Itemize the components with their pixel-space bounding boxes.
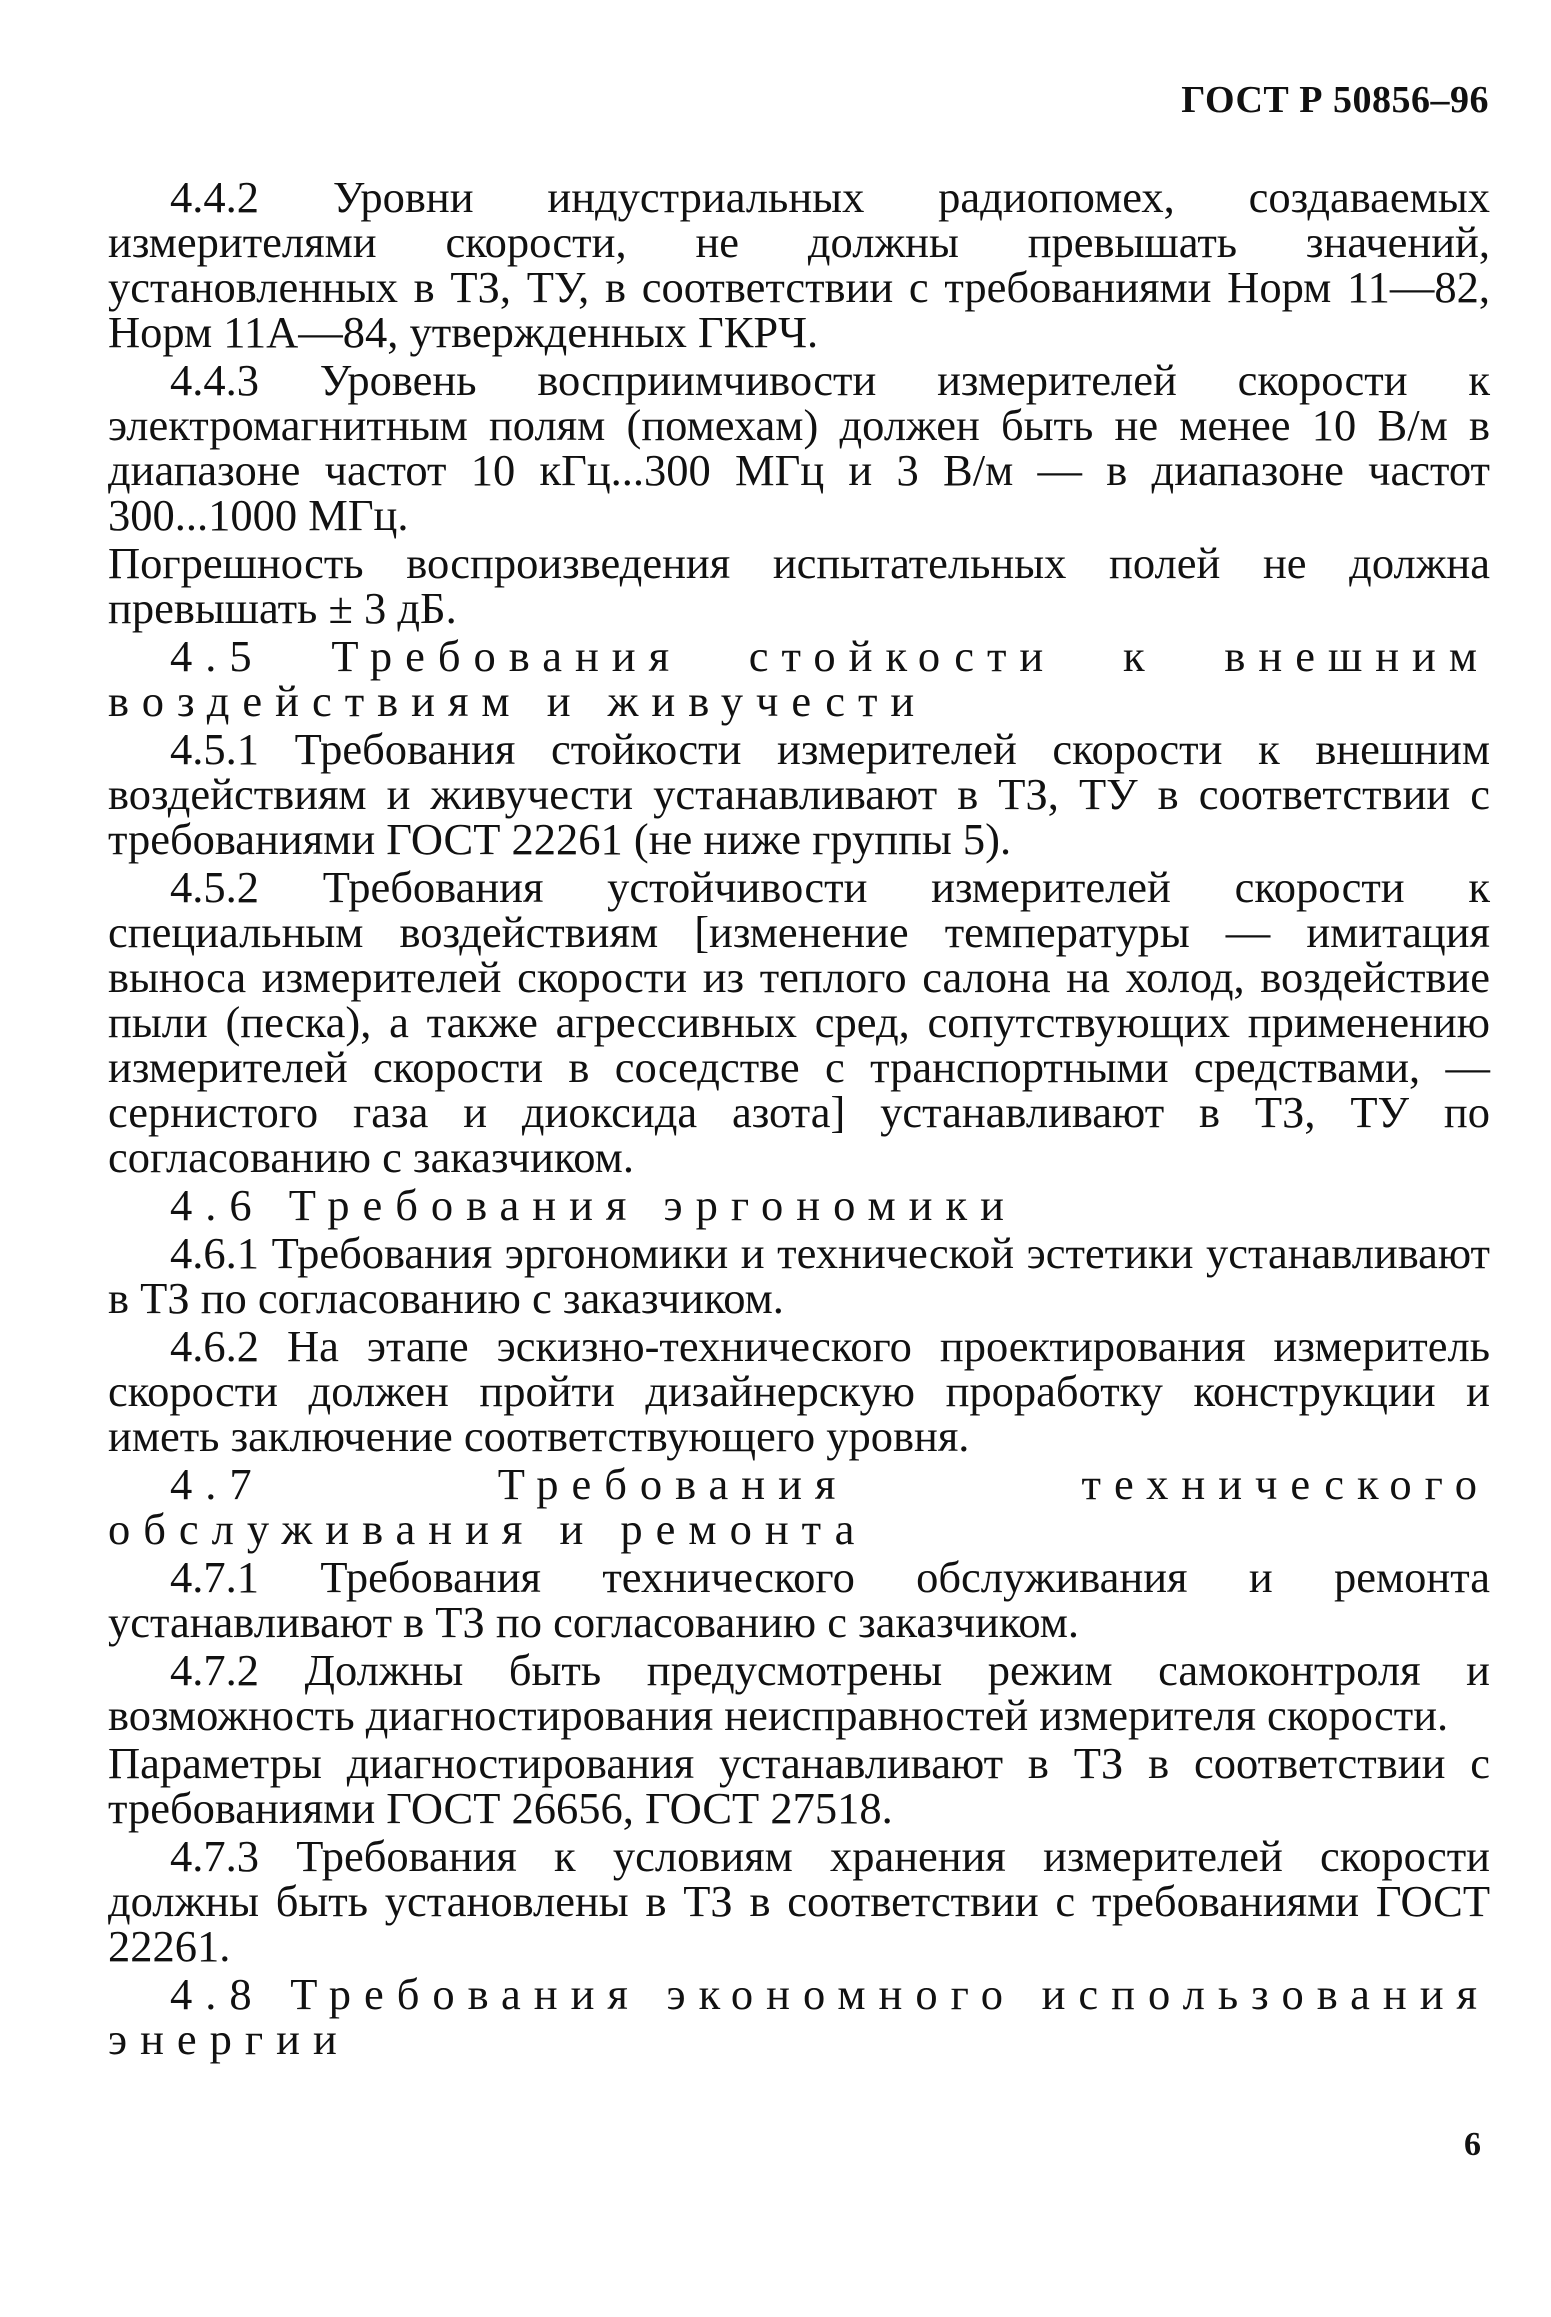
paragraph-4-5-2: 4.5.2 Требования устойчивости измерителей скорости к специальным воздействиям [изменение температуры — имитация выноса измерителей скорости из теплого салона на холод, воздействие пыли (песка), а также агрессивных сред, сопутствующих применению измерителей скорости в соседстве с транспортными средствами, — сернистого газа и диоксида азота] устанавливают в ТЗ, ТУ по согласованию с заказчиком. — [108, 862, 1490, 1182]
paragraph-4-4-3-error: Погрешность воспроизведения испытательных полей не должна превышать ± 3 дБ. — [108, 538, 1490, 633]
paragraph-4-5-1: 4.5.1 Требования стойкости измерителей скорости к внешним воздействиям и живучести устанавливают в ТЗ, ТУ в соответствии с требованиями ГОСТ 22261 (не ниже группы 5). — [108, 724, 1490, 864]
paragraph-4-7-2: 4.7.2 Должны быть предусмотрены режим самоконтроля и возможность диагностирования неисправностей измерителя скорости. — [108, 1645, 1490, 1740]
body-text — [108, 172, 1490, 2065]
heading-4-6: 4.6 Требования эргономики — [170, 1180, 1017, 1230]
paragraph-4-6-1: 4.6.1 Требования эргономики и технической эстетики устанавливают в ТЗ по согласованию с заказчиком. — [108, 1228, 1490, 1323]
heading-4-8: 4.8 Требования экономного использования энергии — [108, 1969, 1490, 2064]
paragraph-4-6-2: 4.6.2 На этапе эскизно-технического проектирования измеритель скорости должен пройти дизайнерскую проработку конструкции и иметь заключение соответствующего уровня. — [108, 1321, 1490, 1461]
page-number: 6 — [1464, 2126, 1481, 2163]
heading-4-7: 4.7 Требования технического обслуживания и ремонта — [108, 1459, 1490, 1554]
paragraph-4-7-1: 4.7.1 Требования технического обслуживания и ремонта устанавливают в ТЗ по согласованию с заказчиком. — [108, 1552, 1490, 1647]
paragraph-4-7-2-params: Параметры диагностирования устанавливают в ТЗ в соответствии с требованиями ГОСТ 26656, ГОСТ 27518. — [108, 1738, 1490, 1833]
paragraph-4-7-3: 4.7.3 Требования к условиям хранения измерителей скорости должны быть установлены в ТЗ в соответствии с требованиями ГОСТ 22261. — [108, 1831, 1490, 1971]
paragraph-4-4-3: 4.4.3 Уровень восприимчивости измерителей скорости к электромагнитным полям (помехам) должен быть не менее 10 В/м в диапазоне частот 10 кГц...300 МГц и 3 В/м — в диапазоне частот 300...1000 МГц. — [108, 355, 1490, 540]
heading-4-5: 4.5 Требования стойкости к внешним воздействиям и живучести — [108, 631, 1490, 726]
paragraph-4-4-2: 4.4.2 Уровни индустриальных радиопомех, создаваемых измерителями скорости, не должны превышать значений, установленных в ТЗ, ТУ, в соответствии с требованиями Норм 11—82, Норм 11А—84, утвержденных ГКРЧ. — [108, 172, 1490, 357]
standard-header: ГОСТ Р 50856–96 — [1181, 79, 1489, 121]
